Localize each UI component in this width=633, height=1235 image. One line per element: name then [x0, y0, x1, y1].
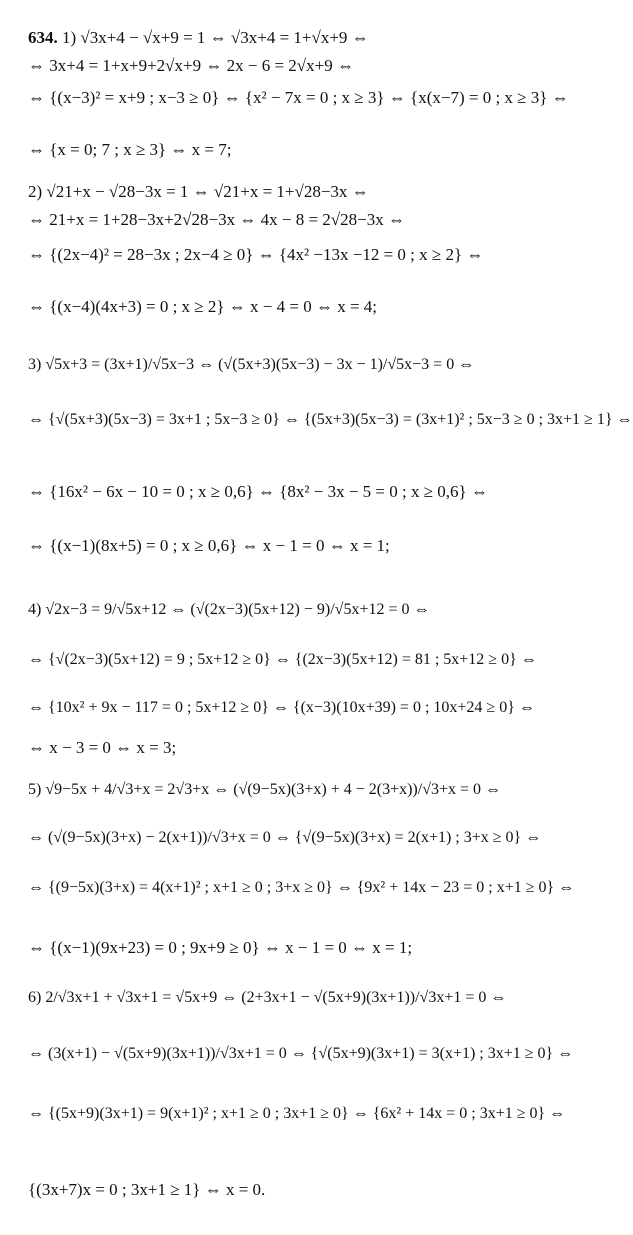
solution-line: 3) √5x+3 = (3x+1)/√5x−3 ⇔ (√(5x+3)(5x−3) − 3x − 1)/√5x−3 = 0 ⇔: [28, 356, 475, 373]
solution-line: ⇔ (√(9−5x)(3+x) − 2(x+1))/√3+x = 0 ⇔ {√(9−5x)(3+x) = 2(x+1) ; 3+x ≥ 0} ⇔: [28, 829, 542, 846]
solution-line: ⇔ {x = 0; 7 ; x ≥ 3} ⇔ x = 7;: [28, 140, 232, 159]
solution-line: [28, 28, 550, 48]
solution-line: ⇔ x − 3 = 0 ⇔ x = 3;: [28, 738, 177, 757]
solution-line: ⇔ {(x−4)(4x+3) = 0 ; x ≥ 2} ⇔ x − 4 = 0 ⇔ x = 4;: [28, 297, 378, 316]
solution-line: ⇔ 21+x = 1+28−3x+2√28−3x ⇔ 4x − 8 = 2√28−3x ⇔: [28, 210, 405, 229]
solution-line: ⇔ {(9−5x)(3+x) = 4(x+1)² ; x+1 ≥ 0 ; 3+x ≥ 0} ⇔ {9x² + 14x − 23 = 0 ; x+1 ≥ 0} ⇔: [28, 879, 575, 896]
solution-line: 5) √9−5x + 4/√3+x = 2√3+x ⇔ (√(9−5x)(3+x) + 4 − 2(3+x))/√3+x = 0 ⇔: [28, 781, 502, 798]
solution-line: ⇔ {(x−1)(8x+5) = 0 ; x ≥ 0,6} ⇔ x − 1 = 0 ⇔ x = 1;: [28, 536, 390, 555]
solution-line: ⇔ 3x+4 = 1+x+9+2√x+9 ⇔ 2x − 6 = 2√x+9 ⇔: [28, 56, 354, 75]
problem-number: 634.: [28, 28, 58, 47]
solution-line: 6) 2/√3x+1 + √3x+1 = √5x+9 ⇔ (2+3x+1 − √(5x+9)(3x+1))/√3x+1 = 0 ⇔: [28, 989, 507, 1006]
solution-line: ⇔ {(5x+9)(3x+1) = 9(x+1)² ; x+1 ≥ 0 ; 3x+1 ≥ 0} ⇔ {6x² + 14x = 0 ; 3x+1 ≥ 0} ⇔: [28, 1105, 566, 1122]
solution-line: ⇔ {10x² + 9x − 117 = 0 ; 5x+12 ≥ 0} ⇔ {(x−3)(10x+39) = 0 ; 10x+24 ≥ 0} ⇔: [28, 699, 535, 716]
solution-line: 2) √21+x − √28−3x = 1 ⇔ √21+x = 1+√28−3x ⇔: [28, 182, 369, 201]
solution-line: ⇔ (3(x+1) − √(5x+9)(3x+1))/√3x+1 = 0 ⇔ {√(5x+9)(3x+1) = 3(x+1) ; 3x+1 ≥ 0} ⇔: [28, 1045, 574, 1062]
solution-line: {(3x+7)x = 0 ; 3x+1 ≥ 1} ⇔ x = 0.: [28, 1180, 266, 1199]
solution-line: ⇔ {(x−3)² = x+9 ; x−3 ≥ 0} ⇔ {x² − 7x = 0 ; x ≥ 3} ⇔ {x(x−7) = 0 ; x ≥ 3} ⇔: [28, 88, 569, 107]
solution-line: ⇔ {(x−1)(9x+23) = 0 ; 9x+9 ≥ 0} ⇔ x − 1 = 0 ⇔ x = 1;: [28, 938, 413, 957]
line-text: 1) √3x+4 − √x+9 = 1 ⇔ √3x+4 = 1+√x+9 ⇔: [62, 28, 369, 47]
solution-line: 4) √2x−3 = 9/√5x+12 ⇔ (√(2x−3)(5x+12) − 9)/√5x+12 = 0 ⇔: [28, 601, 430, 618]
solution-line: ⇔ {16x² − 6x − 10 = 0 ; x ≥ 0,6} ⇔ {8x² − 3x − 5 = 0 ; x ≥ 0,6} ⇔: [28, 482, 488, 501]
solution-line: ⇔ {√(2x−3)(5x+12) = 9 ; 5x+12 ≥ 0} ⇔ {(2x−3)(5x+12) = 81 ; 5x+12 ≥ 0} ⇔: [28, 651, 537, 668]
solution-line: ⇔ {√(5x+3)(5x−3) = 3x+1 ; 5x−3 ≥ 0} ⇔ {(5x+3)(5x−3) = (3x+1)² ; 5x−3 ≥ 0 ; 3x+1 ≥ 1} ⇔: [28, 411, 633, 428]
solution-line: ⇔ {(2x−4)² = 28−3x ; 2x−4 ≥ 0} ⇔ {4x² −13x −12 = 0 ; x ≥ 2} ⇔: [28, 245, 484, 264]
